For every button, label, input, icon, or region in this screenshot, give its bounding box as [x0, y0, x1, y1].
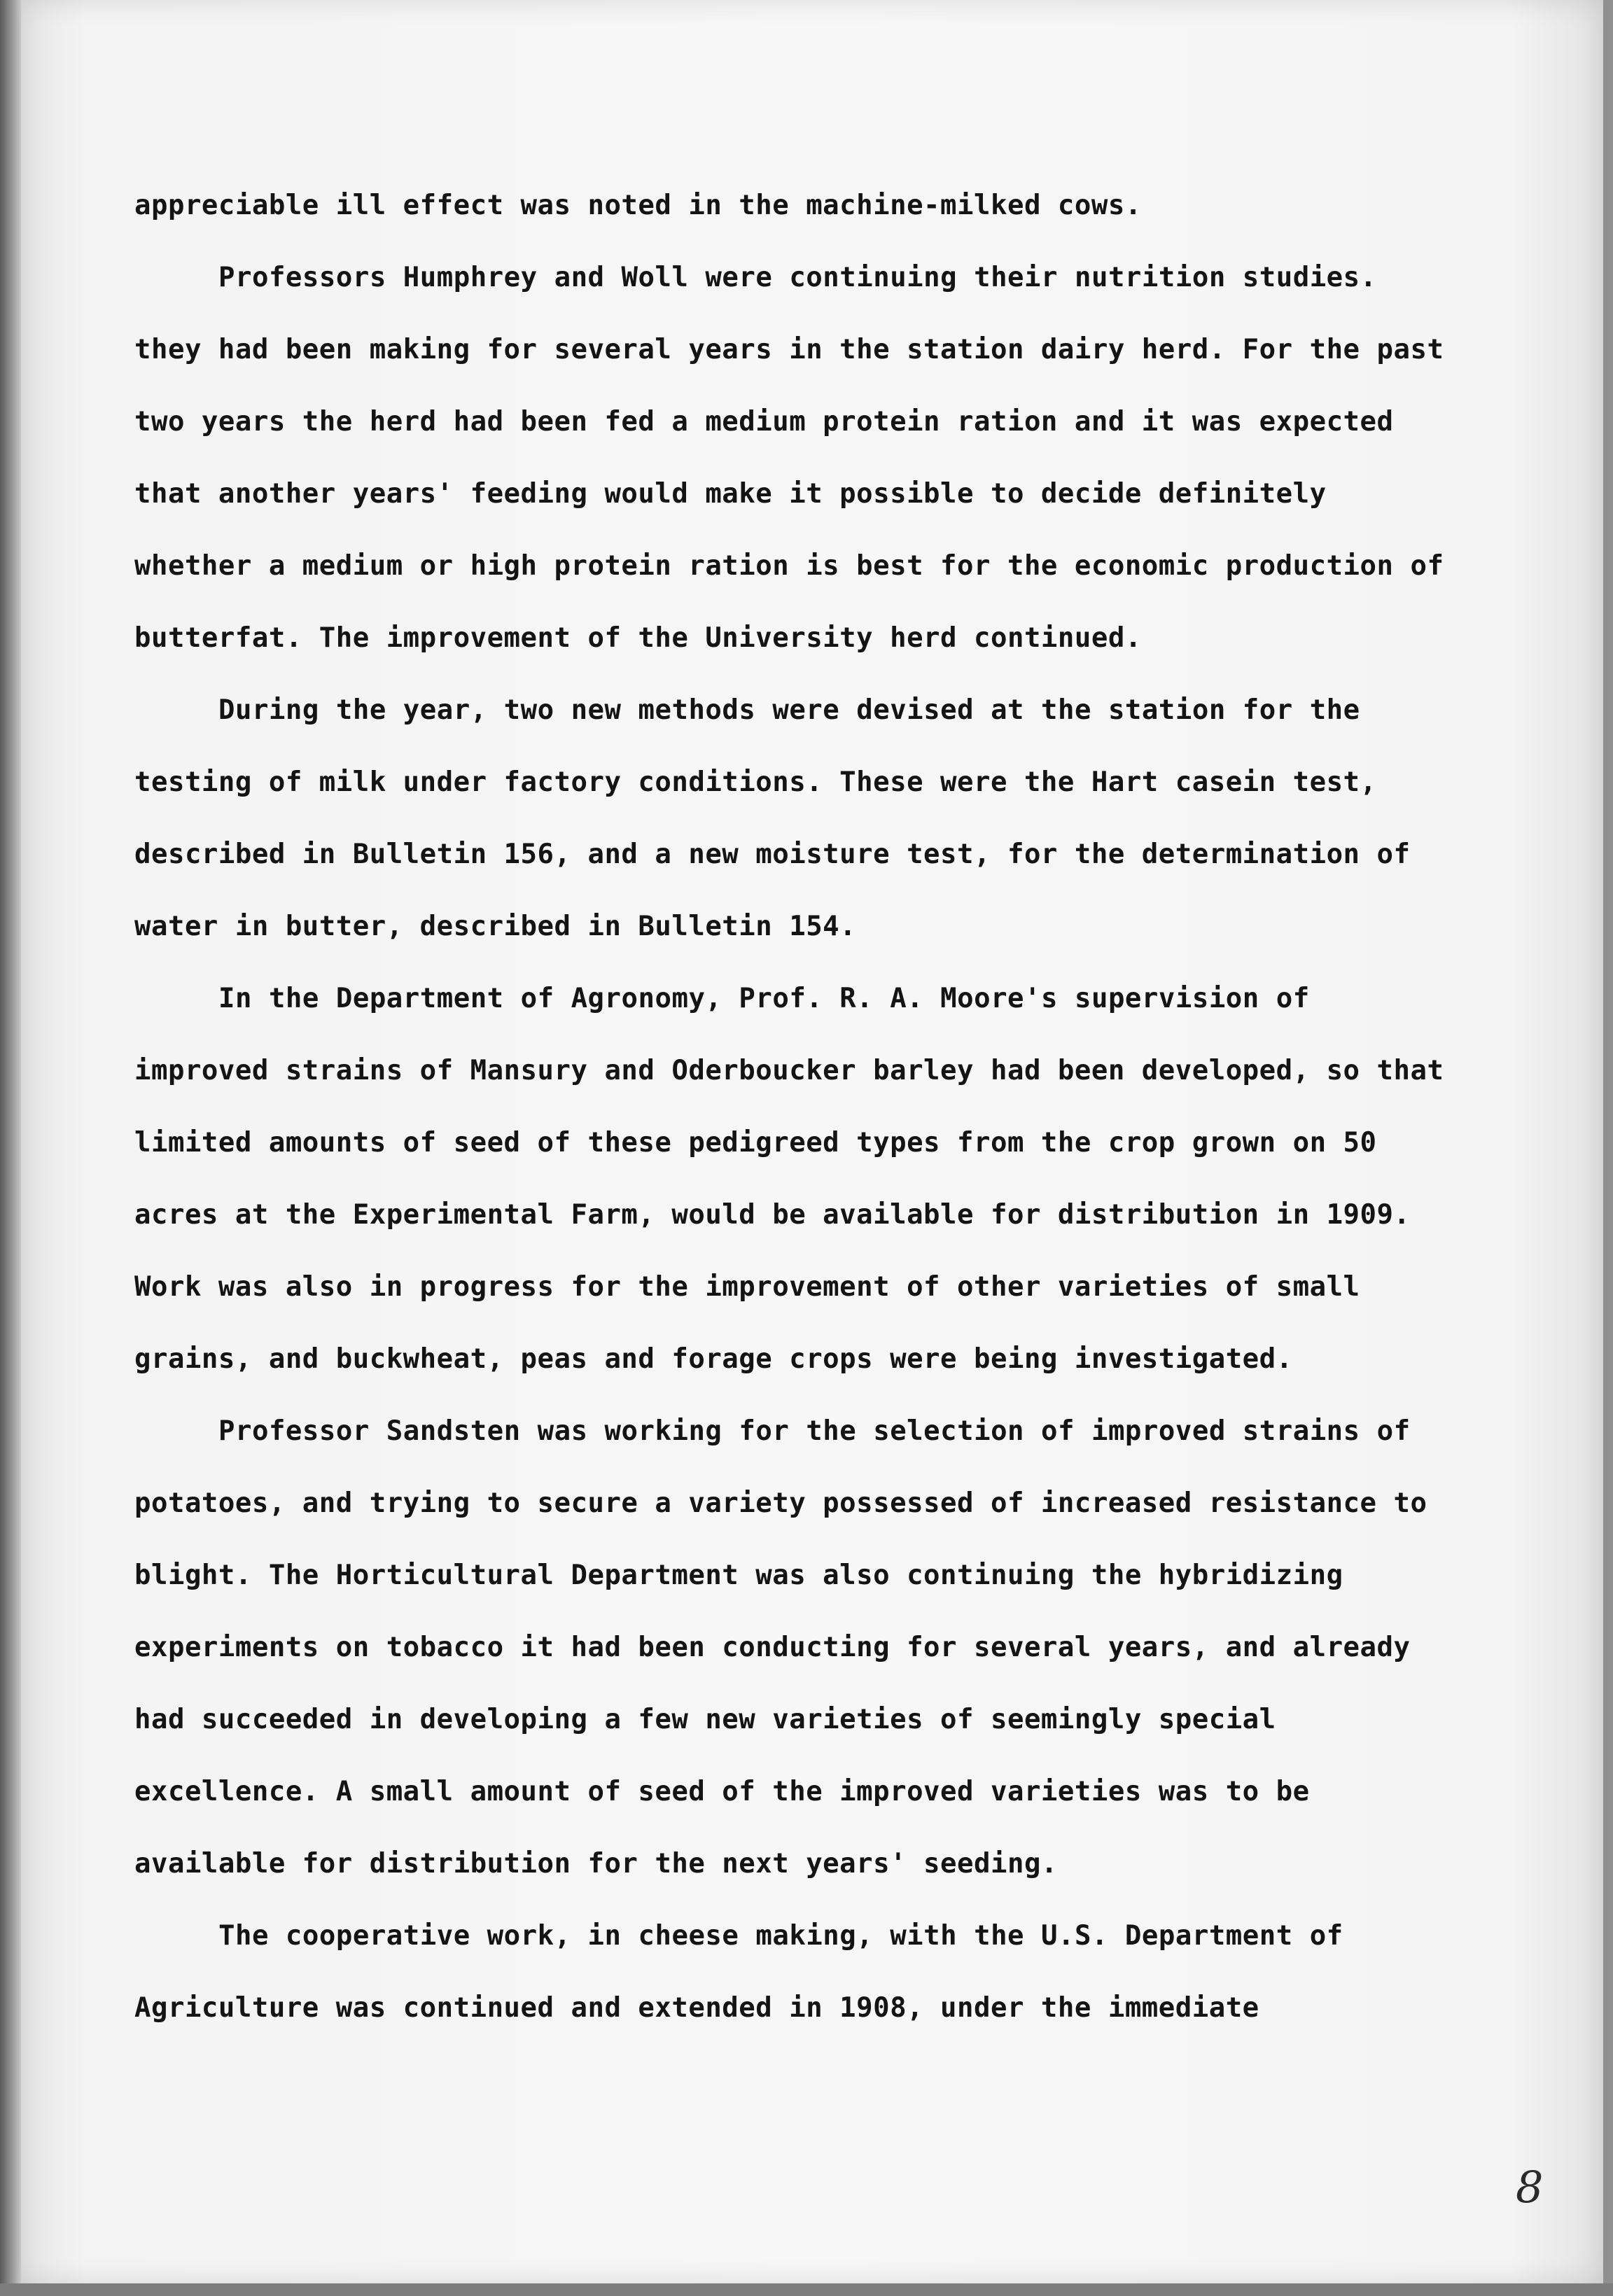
- paragraph-1: appreciable ill effect was noted in the machine-milked cows.: [134, 190, 1142, 221]
- paragraph-5: Professor Sandsten was working for the selection of improved strains of potatoes, and trying to secure a variety possessed of increased resistance to blight. The Horticultural Department was also continuing the hybridizing experiments on tobacco it had been conducting for several years, and already had succeeded in developing a few new varieties of seemingly special excellence. A small amount of seed of the improved varieties was to be available for distribution for the next years' seeding.: [134, 1415, 1427, 1879]
- paragraph-2: Professors Humphrey and Woll were continuing their nutrition studies. they had been making for several years in the station dairy herd. For the past two years the herd had been fed a medium protein ration and it was expected that another years' feeding would make it possible to decide definitely whether a medium or high protein ration is best for the economic production of butterfat. The improvement of the University herd continued.: [134, 262, 1444, 654]
- document-body: [134, 169, 1451, 2044]
- paragraph-4: In the Department of Agronomy, Prof. R. A. Moore's supervision of improved strains of Mansury and Oderboucker barley had been developed, so that limited amounts of seed of these pedigreed types from the crop grown on 50 acres at the Experimental Farm, would be available for distribution in 1909. Work was also in progress for the improvement of other varieties of small grains, and buckwheat, peas and forage crops were being investigated.: [134, 983, 1444, 1375]
- page-number: 8: [1516, 2162, 1544, 2213]
- scan-left-edge: [0, 0, 21, 2296]
- scan-bottom-edge: [0, 2283, 1613, 2296]
- paragraph-3: During the year, two new methods were devised at the station for the testing of milk under factory conditions. These were the Hart casein test, described in Bulletin 156, and a new moisture test, for the determination of water in butter, described in Bulletin 154.: [134, 694, 1411, 942]
- paragraph-6: The cooperative work, in cheese making, with the U.S. Department of Agriculture was continued and extended in 1908, under the immediate: [134, 1920, 1343, 2024]
